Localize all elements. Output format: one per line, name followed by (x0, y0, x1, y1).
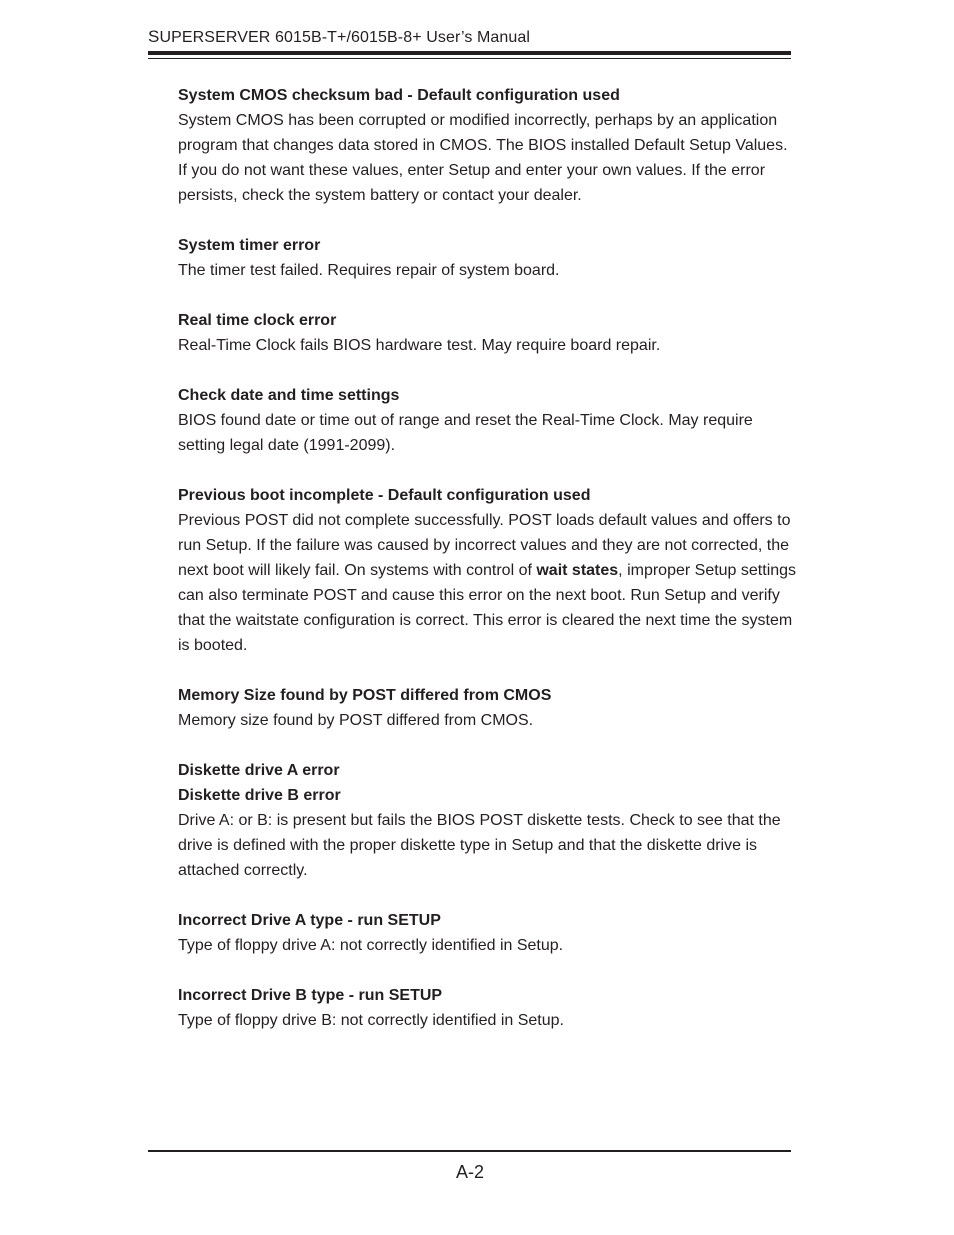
entry-incorrect-drive-b (178, 983, 798, 1033)
entry-body: BIOS found date or time out of range and reset the Real-Time Clock. May require setting legal date (1991-2099). (178, 412, 753, 454)
entry-body (178, 508, 798, 658)
page-number: A-2 (455, 1162, 484, 1182)
entry-incorrect-drive-a (178, 908, 798, 958)
entry-system-timer (178, 233, 798, 283)
footer-rule (148, 1150, 791, 1152)
header-title-initial: S (148, 27, 160, 46)
entry-body: Type of floppy drive B: not correctly identified in Setup. (178, 1012, 564, 1029)
entry-memory-size (178, 683, 798, 733)
entry-title: Check date and time settings (178, 387, 400, 404)
entry-title: Memory Size found by POST differed from CMOS (178, 687, 552, 704)
entry-title: System timer error (178, 237, 321, 254)
entry-date-time (178, 383, 798, 458)
entry-diskette-drive (178, 758, 798, 883)
entry-body-emphasis: wait states (536, 562, 619, 579)
entry-body: System CMOS has been corrupted or modified incorrectly, perhaps by an application program that changes data stored in CMOS. The BIOS installed Default Setup Values. If you do not want these values, enter Setup and enter your own values. If the error persists, check the system battery or contact your dealer. (178, 112, 788, 204)
entry-title: Previous boot incomplete - Default configuration used (178, 487, 591, 504)
entry-body: The timer test failed. Requires repair of system board. (178, 262, 560, 279)
entry-body: Drive A: or B: is present but fails the BIOS POST diskette tests. Check to see that the drive is defined with the proper diskette type in Setup and that the diskette drive is attached correctly. (178, 812, 781, 879)
entry-title: Incorrect Drive B type - run SETUP (178, 987, 443, 1004)
entry-body-part: Previous POST did not complete successfully. POST loads default values and offers to run Setup. If the failure was caused by incorrect values and they are not corrected, the next boot will likely fail. On systems with control of (178, 512, 791, 579)
entry-real-time-clock (178, 308, 798, 358)
entry-title: Diskette drive B error (178, 787, 341, 804)
entry-title: Diskette drive A error (178, 762, 340, 779)
entry-title: Incorrect Drive A type - run SETUP (178, 912, 441, 929)
page-header (148, 27, 530, 47)
entry-cmos-checksum (178, 83, 798, 208)
header-rule (148, 51, 791, 59)
error-message-list (178, 83, 798, 1058)
header-title-rest: UPERSERVER 6015B-T+/6015B-8+ User’s Manual (159, 29, 531, 46)
entry-body: Real-Time Clock fails BIOS hardware test. May require board repair. (178, 337, 661, 354)
entry-body-part: , improper Setup settings can also terminate POST and cause this error on the next boot. Run Setup and verify that the waitstate configuration is correct. This error is cleared the next time the system is booted. (178, 562, 797, 654)
entry-title: Real time clock error (178, 312, 337, 329)
entry-body: Type of floppy drive A: not correctly identified in Setup. (178, 937, 564, 954)
entry-body: Memory size found by POST differed from CMOS. (178, 712, 534, 729)
entry-title: System CMOS checksum bad - Default configuration used (178, 87, 620, 104)
entry-previous-boot (178, 483, 798, 658)
